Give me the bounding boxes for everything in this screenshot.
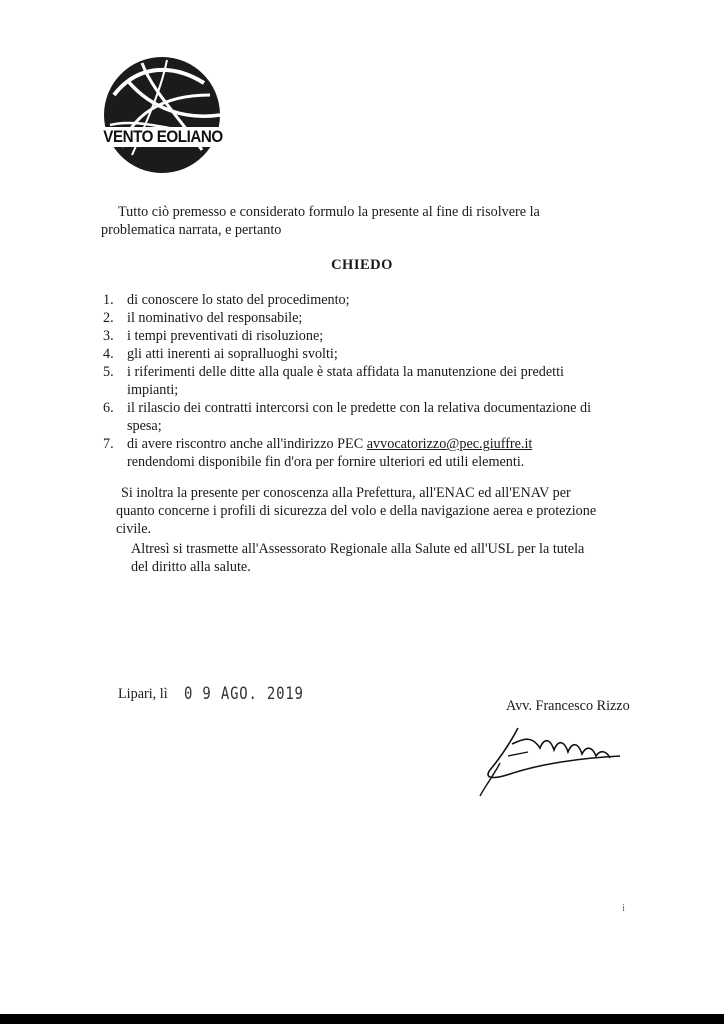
- date-stamp: 0 9 AGO. 2019: [184, 684, 304, 704]
- paragraph-line: Si inoltra la presente per conoscenza alla Prefettura, all'ENAC ed all'ENAV per: [121, 485, 571, 501]
- paragraph-line: quanto concerne i profili di sicurezza del volo e della navigazione aerea e protezione: [116, 503, 597, 519]
- page-mark: i: [622, 902, 626, 914]
- list-item: 7. di avere riscontro anche all'indirizzo PEC avvocatorizzo@pec.giuffre.it rendendomi disponibile fin d'ora per fornire ulteriori ed utili elementi.: [103, 436, 533, 470]
- health-paragraph: [131, 540, 621, 576]
- pec-email-link[interactable]: avvocatorizzo@pec.giuffre.it: [366, 436, 533, 452]
- vento-eoliano-logo: [92, 55, 232, 175]
- intro-line: problematica narrata, e pertanto: [101, 222, 282, 238]
- list-item: 2. il nominativo del responsabile;: [103, 310, 303, 326]
- forwarding-paragraph: [116, 484, 621, 538]
- place-label: Lipari, lì: [118, 686, 168, 702]
- signer-name: Avv. Francesco Rizzo: [506, 698, 630, 714]
- list-item: 5. i riferimenti delle ditte alla quale è stata affidata la manutenzione dei predetti impianti;: [103, 364, 564, 398]
- paragraph-line: Altresì si trasmette all'Assessorato Regionale alla Salute ed all'USL per la tutela: [131, 541, 585, 557]
- logo-text: VENTO EOLIANO: [103, 128, 223, 146]
- list-item: 6. il rilascio dei contratti intercorsi con le predette con la relativa documentazione di spesa;: [103, 400, 592, 434]
- list-item: 1. di conoscere lo stato del procedimento;: [103, 292, 350, 308]
- list-item: 3. i tempi preventivati di risoluzione;: [103, 328, 324, 344]
- intro-paragraph: [101, 203, 601, 239]
- paragraph-line: civile.: [116, 521, 152, 537]
- list-item: 4. gli atti inerenti ai sopralluoghi svolti;: [103, 346, 338, 362]
- request-list: [103, 291, 623, 471]
- chiedo-heading: CHIEDO: [331, 257, 393, 273]
- scan-bottom-border: [0, 1014, 724, 1024]
- logo-emblem: [92, 55, 232, 175]
- handwritten-signature: [470, 708, 630, 798]
- intro-line: Tutto ciò premesso e considerato formulo la presente al fine di risolvere la: [118, 204, 540, 220]
- paragraph-line: del diritto alla salute.: [131, 559, 251, 575]
